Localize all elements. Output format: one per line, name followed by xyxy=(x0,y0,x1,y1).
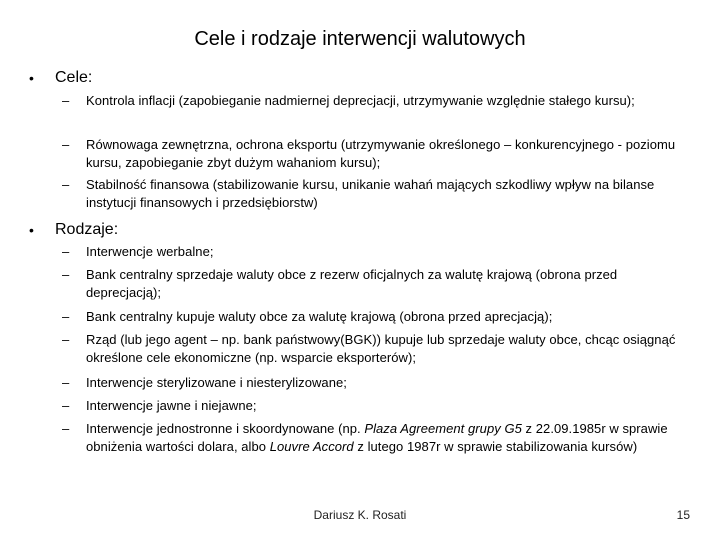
list-item xyxy=(62,176,692,212)
list-item-text-part: z lutego 1987r w sprawie stabilizowania kursów) xyxy=(353,439,638,454)
dash-icon: – xyxy=(62,421,70,436)
page-number: 15 xyxy=(676,508,690,522)
list-item xyxy=(62,136,692,172)
dash-icon: – xyxy=(62,93,70,108)
list-item xyxy=(62,397,692,415)
list-item-text: Bank centralny kupuje waluty obce za walutę krajową (obrona przed aprecjacją); xyxy=(86,309,553,324)
list-item xyxy=(62,374,692,392)
bullet-icon: • xyxy=(29,222,34,238)
list-item xyxy=(62,331,692,367)
list-item-text: Rząd (lub jego agent – np. bank państwowy(BGK)) kupuje lub sprzedaje waluty obce, chcąc osiągnąć określone cele ekonomiczne (np. wsparcie eksporterów); xyxy=(86,332,676,365)
dash-icon: – xyxy=(62,332,70,347)
list-item xyxy=(62,266,692,302)
list-item xyxy=(62,243,692,261)
section-heading-label: Rodzaje: xyxy=(55,221,119,238)
dash-icon: – xyxy=(62,398,70,413)
list-item xyxy=(62,92,692,110)
dash-icon: – xyxy=(62,375,70,390)
list-item-text: Kontrola inflacji (zapobieganie nadmiernej deprecjacji, utrzymywanie względnie stałego kursu); xyxy=(86,93,635,108)
bullet-icon: • xyxy=(29,70,34,86)
list-item-text-part: z 22.09.1985r w sprawie obniżenia wartości dolara, albo xyxy=(86,421,668,454)
dash-icon: – xyxy=(62,309,70,324)
dash-icon: – xyxy=(62,177,70,192)
section-heading-label: Cele: xyxy=(55,69,93,86)
list-item-text-part: Interwencje jednostronne i skoordynowane (np. xyxy=(86,421,365,436)
list-item-italic-plaza: Plaza Agreement grupy G5 xyxy=(364,421,522,436)
list-item-text: Bank centralny sprzedaje waluty obce z rezerw oficjalnych za walutę krajową (obrona przed deprecjacją); xyxy=(86,267,618,300)
slide-title: Cele i rodzaje interwencji walutowych xyxy=(194,28,526,50)
list-item-text xyxy=(86,420,692,456)
list-item-italic-louvre: Louvre Accord xyxy=(269,439,354,454)
list-item-text: Równowaga zewnętrzna, ochrona eksportu (utrzymywanie określonego – konkurencyjnego - poziomu kursu, zapobieganie zbyt dużym wahaniom kursu); xyxy=(86,137,676,170)
list-item-text: Interwencje jawne i niejawne; xyxy=(86,398,257,413)
footer-author: Dariusz K. Rosati xyxy=(313,508,407,522)
list-item-text: Interwencje werbalne; xyxy=(86,244,214,259)
list-item xyxy=(62,308,692,326)
dash-icon: – xyxy=(62,137,70,152)
list-item-text: Interwencje sterylizowane i niesterylizowane; xyxy=(86,375,347,390)
dash-icon: – xyxy=(62,244,70,259)
list-item-text: Stabilność finansowa (stabilizowanie kursu, unikanie wahań mających szkodliwy wpływ na bilanse instytucji finansowych i przedsiębiorstw) xyxy=(86,177,655,210)
list-item xyxy=(62,420,692,456)
dash-icon: – xyxy=(62,267,70,282)
